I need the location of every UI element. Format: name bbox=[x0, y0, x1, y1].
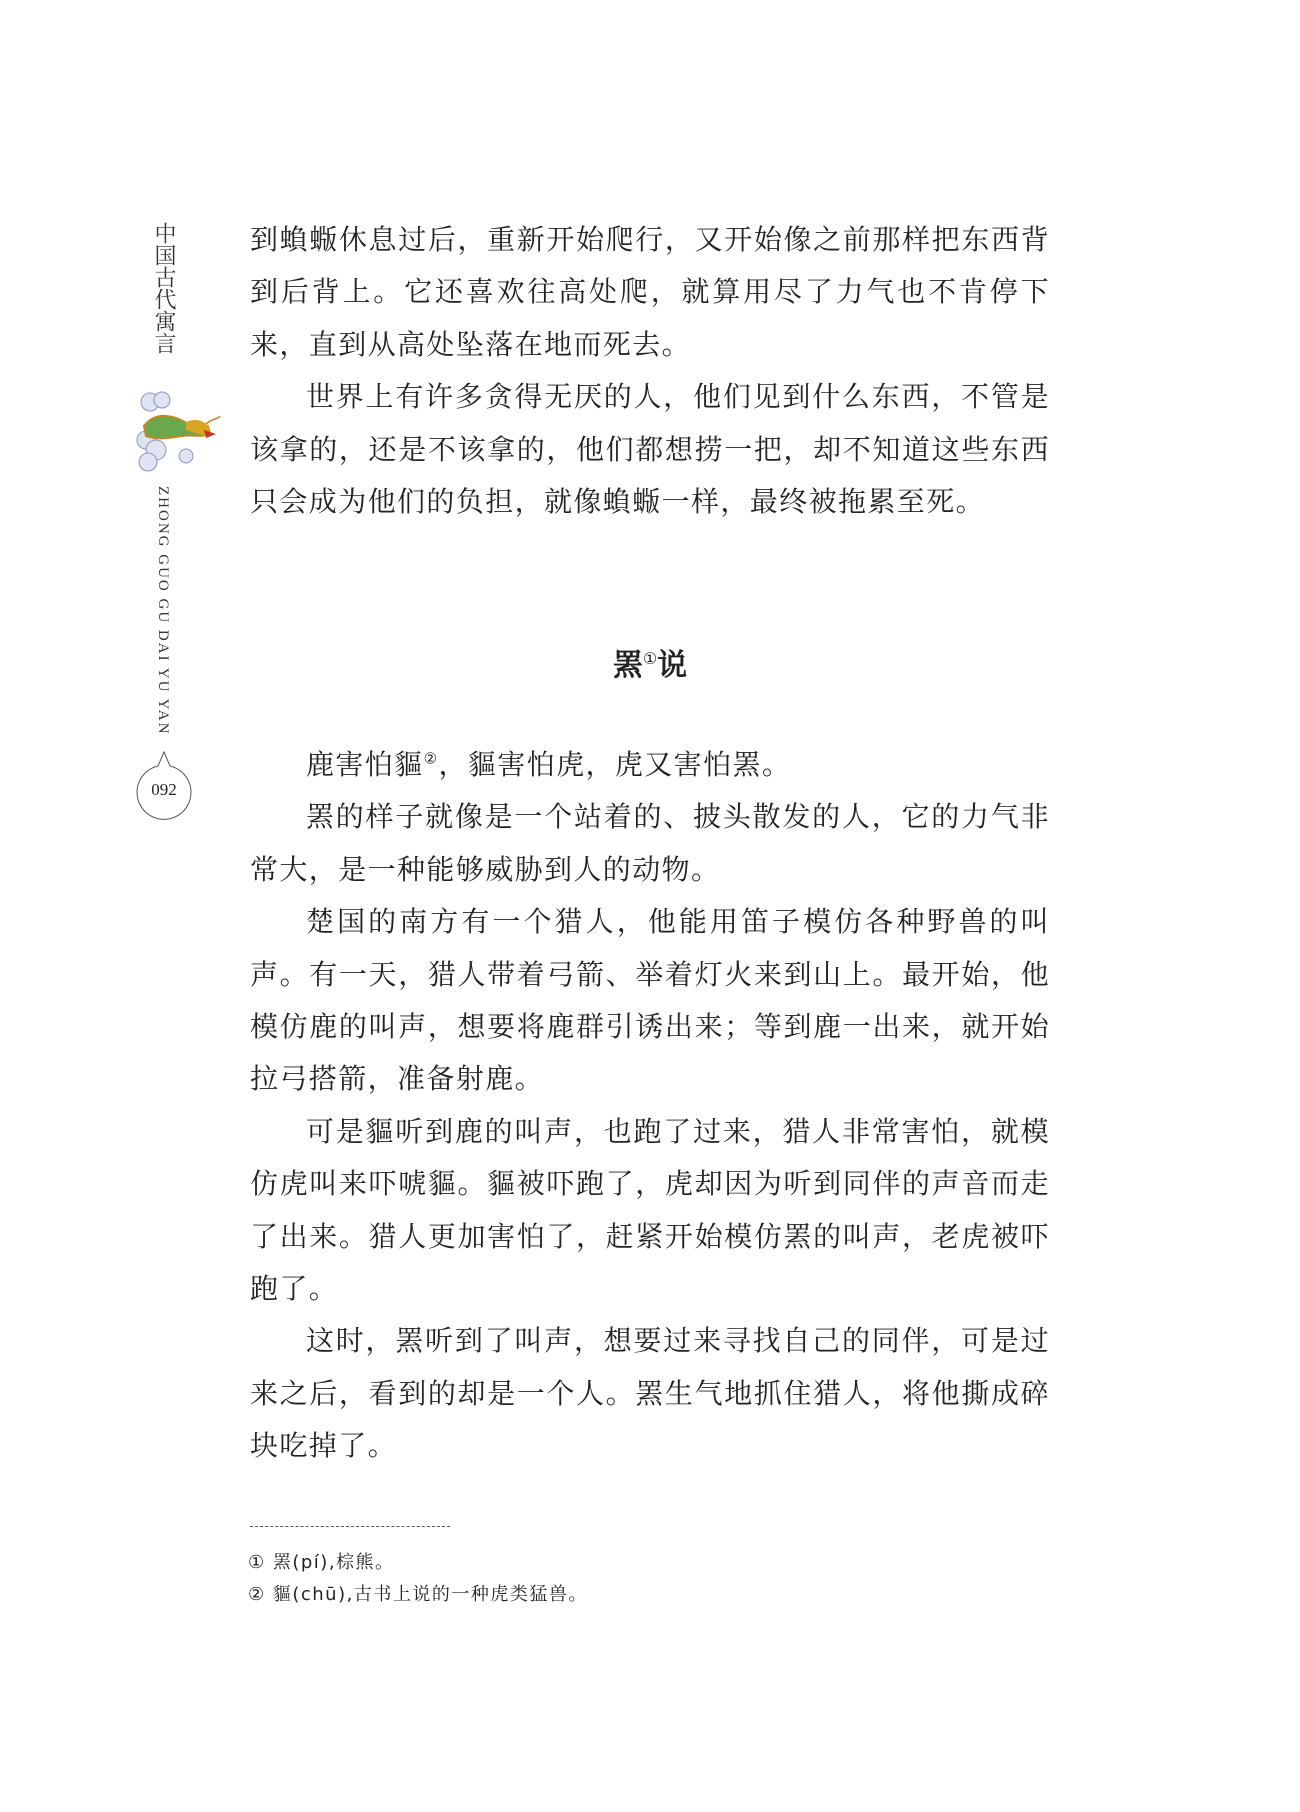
book-title-vertical: 中国古代寓言 bbox=[151, 222, 176, 354]
pinyin-title-vertical: ZHONG GUO GU DAI YU YAN bbox=[155, 486, 171, 736]
paragraph: 到蝜蝂休息过后，重新开始爬行，又开始像之前那样把东西背到后背上。它还喜欢往高处爬，就算用尽了力气也不肯停下来，直到从高处坠落在地而死去。 bbox=[250, 223, 1050, 361]
title-text: 说 bbox=[657, 648, 688, 683]
footnote-mark: ② bbox=[423, 749, 439, 768]
paragraph bbox=[250, 739, 1050, 791]
paragraph: 罴的样子就像是一个站着的、披头散发的人，它的力气非常大，是一种能够威胁到人的动物。 bbox=[250, 800, 1050, 886]
dragon-illustration-icon bbox=[136, 390, 222, 476]
text: ，貙害怕虎，虎又害怕罴。 bbox=[438, 748, 792, 781]
text: 鹿害怕貙 bbox=[306, 748, 424, 781]
footnote-1: ① 罴(pí),棕熊。 bbox=[248, 1552, 395, 1573]
paragraph: 这时，罴听到了叫声，想要过来寻找自己的同伴，可是过来之后，看到的却是一个人。罴生气地抓住猎人，将他撕成碎块吃掉了。 bbox=[250, 1324, 1050, 1463]
title-text: 罴 bbox=[612, 648, 643, 683]
footnote-divider bbox=[250, 1526, 450, 1527]
paragraph: 楚国的南方有一个猎人，他能用笛子模仿各种野兽的叫声。有一天，猎人带着弓箭、举着灯火来到山上。最开始，他模仿鹿的叫声，想要将鹿群引诱出来；等到鹿一出来，就开始拉弓搭箭，准备射鹿。 bbox=[250, 905, 1050, 1096]
previous-story-text bbox=[250, 214, 1050, 528]
footnote-mark: ① bbox=[642, 649, 658, 668]
page-number: 092 bbox=[151, 780, 177, 799]
story-text bbox=[250, 739, 1050, 1473]
page-number-badge bbox=[136, 762, 192, 818]
footnote-2: ② 貙(chū),古书上说的一种虎类猛兽。 bbox=[248, 1584, 588, 1605]
paragraph: 可是貙听到鹿的叫声，也跑了过来，猎人非常害怕，就模仿虎叫来吓唬貙。貙被吓跑了，虎却因为听到同伴的声音而走了出来。猎人更加害怕了，赶紧开始模仿罴的叫声，老虎被吓跑了。 bbox=[250, 1114, 1050, 1306]
paragraph: 世界上有许多贪得无厌的人，他们见到什么东西，不管是该拿的，还是不该拿的，他们都想捞一把，却不知道这些东西只会成为他们的负担，就像蝜蝂一样，最终被拖累至死。 bbox=[250, 380, 1050, 519]
story-title bbox=[250, 640, 1050, 684]
